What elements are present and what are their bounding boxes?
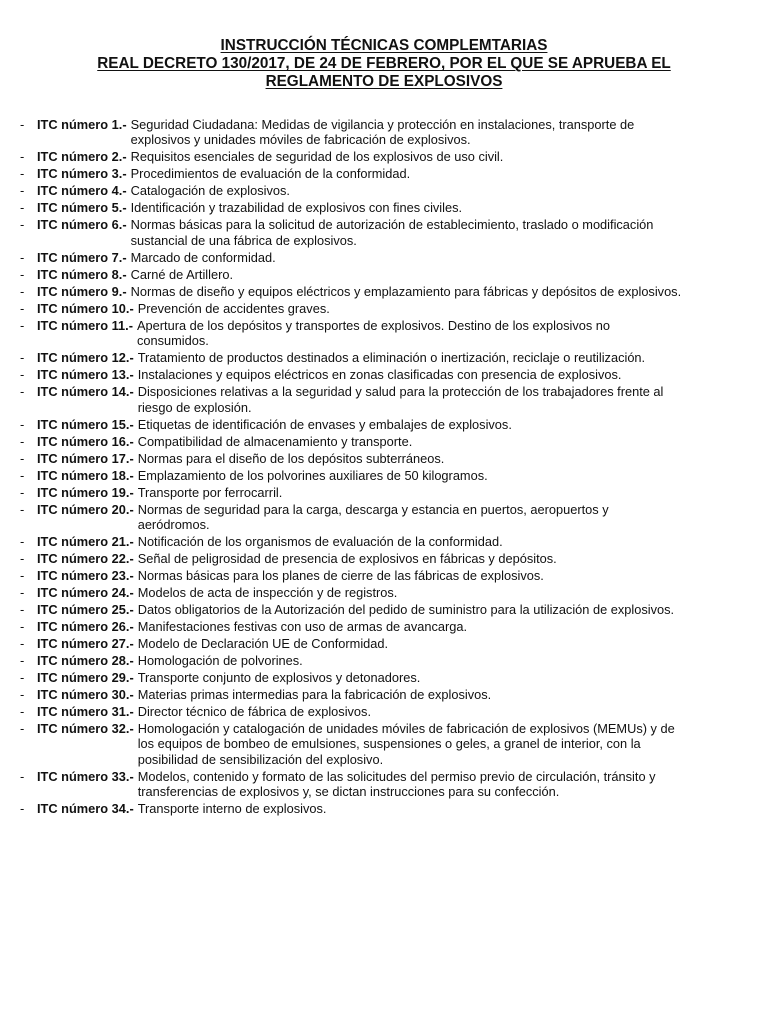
dash-bullet: - [20, 283, 25, 299]
itc-number-label: ITC número 21.- [37, 534, 134, 550]
list-item [20, 534, 750, 549]
list-item [20, 551, 750, 566]
list-item [20, 653, 750, 668]
itc-description: Transporte por ferrocarril. [137, 484, 283, 500]
dash-bullet: - [20, 450, 25, 466]
itc-description: Emplazamiento de los polvorines auxiliares de 50 kilogramos. [137, 467, 488, 483]
dash-bullet: - [20, 568, 25, 584]
dash-bullet: - [20, 117, 25, 132]
itc-entry [37, 149, 750, 164]
itc-number-label: ITC número 15.- [37, 416, 134, 432]
itc-number-label: ITC número 12.- [37, 350, 134, 366]
itc-number-label: ITC número 32.- [37, 721, 134, 737]
itc-description: Normas básicas para la solicitud de autorización de establecimiento, traslado o modificación sustancial de una fábrica de explosivos. [130, 217, 654, 248]
itc-number-label: ITC número 7.- [37, 249, 127, 265]
itc-number-label: ITC número 18.- [37, 467, 134, 483]
list-item [20, 367, 750, 382]
itc-entry [37, 485, 750, 500]
itc-number-label: ITC número 4.- [37, 183, 127, 199]
dash-bullet: - [20, 501, 25, 517]
dash-bullet: - [20, 416, 25, 432]
list-item [20, 485, 750, 500]
list-item [20, 687, 750, 702]
itc-entry [37, 417, 750, 432]
dash-bullet: - [20, 300, 25, 316]
itc-entry [37, 687, 750, 702]
itc-description: Prevención de accidentes graves. [137, 300, 330, 316]
itc-list [20, 117, 750, 818]
dash-bullet: - [20, 183, 25, 199]
itc-entry [37, 267, 750, 282]
itc-number-label: ITC número 30.- [37, 687, 134, 703]
itc-description: Normas para el diseño de los depósitos subterráneos. [137, 450, 445, 466]
itc-description: Transporte conjunto de explosivos y detonadores. [137, 670, 421, 686]
dash-bullet: - [20, 384, 25, 400]
dash-bullet: - [20, 266, 25, 282]
itc-number-label: ITC número 8.- [37, 266, 127, 282]
itc-description: Instalaciones y equipos eléctricos en zonas clasificadas con presencia de explosivos. [137, 367, 622, 383]
list-item [20, 468, 750, 483]
itc-entry [37, 619, 750, 634]
itc-description: Disposiciones relativas a la seguridad y salud para la protección de los trabajadores frente al riesgo de explosión. [137, 384, 664, 415]
title-line-2: REAL DECRETO 130/2017, DE 24 DE FEBRERO, POR EL QUE SE APRUEBA EL [97, 55, 671, 72]
list-item [20, 451, 750, 466]
dash-bullet: - [20, 687, 25, 703]
list-item [20, 602, 750, 617]
list-item [20, 801, 750, 816]
dash-bullet: - [20, 433, 25, 449]
itc-description: Catalogación de explosivos. [130, 183, 290, 199]
itc-entry [37, 284, 750, 299]
title-line-1: INSTRUCCIÓN TÉCNICAS COMPLEMTARIAS [220, 37, 548, 54]
itc-number-label: ITC número 22.- [37, 551, 134, 567]
itc-number-label: ITC número 34.- [37, 801, 134, 817]
list-item [20, 502, 750, 533]
itc-number-label: ITC número 33.- [37, 768, 134, 784]
dash-bullet: - [20, 367, 25, 383]
itc-number-label: ITC número 9.- [37, 283, 127, 299]
itc-description: Director técnico de fábrica de explosivos. [137, 704, 372, 720]
itc-description: Notificación de los organismos de evaluación de la conformidad. [137, 534, 503, 550]
dash-bullet: - [20, 768, 25, 784]
list-item [20, 217, 750, 248]
itc-description: Carné de Artillero. [130, 266, 234, 282]
list-item [20, 384, 750, 415]
itc-number-label: ITC número 5.- [37, 200, 127, 216]
itc-description: Etiquetas de identificación de envases y embalajes de explosivos. [137, 416, 512, 432]
dash-bullet: - [20, 166, 25, 182]
itc-number-label: ITC número 25.- [37, 602, 134, 618]
itc-description: Homologación y catalogación de unidades móviles de fabricación de explosivos (MEMUs) y de los equipos de bombeo de emulsiones, suspensiones o geles, a granel de interior, con la posibilidad de sensibilización del explosivo. [137, 721, 675, 767]
itc-number-label: ITC número 17.- [37, 450, 134, 466]
itc-description: Homologación de polvorines. [137, 653, 303, 669]
itc-number-label: ITC número 19.- [37, 484, 134, 500]
list-item [20, 117, 750, 148]
itc-number-label: ITC número 10.- [37, 300, 134, 316]
title-line-3: REGLAMENTO DE EXPLOSIVOS [265, 73, 503, 90]
itc-entry [37, 468, 750, 483]
itc-entry [37, 217, 750, 248]
itc-number-label: ITC número 24.- [37, 585, 134, 601]
itc-description: Normas de seguridad para la carga, descarga y estancia en puertos, aeropuertos y aeródromos. [137, 501, 609, 533]
itc-description: Identificación y trazabilidad de explosivos con fines civiles. [130, 200, 463, 216]
dash-bullet: - [20, 149, 25, 165]
itc-number-label: ITC número 1.- [37, 117, 127, 132]
itc-number-label: ITC número 11.- [37, 317, 133, 333]
list-item [20, 636, 750, 651]
itc-description: Seguridad Ciudadana: Medidas de vigilancia y protección en instalaciones, transporte de explosivos y unidades móviles de fabricación de explosivos. [130, 117, 635, 148]
list-item [20, 670, 750, 685]
dash-bullet: - [20, 619, 25, 635]
dash-bullet: - [20, 350, 25, 366]
list-item [20, 166, 750, 181]
list-item [20, 250, 750, 265]
dash-bullet: - [20, 670, 25, 686]
dash-bullet: - [20, 704, 25, 720]
list-item [20, 200, 750, 215]
itc-entry [37, 653, 750, 668]
itc-entry [37, 183, 750, 198]
itc-number-label: ITC número 31.- [37, 704, 134, 720]
itc-entry [37, 670, 750, 685]
dash-bullet: - [20, 317, 25, 333]
dash-bullet: - [20, 467, 25, 483]
dash-bullet: - [20, 801, 25, 817]
itc-entry [37, 200, 750, 215]
dash-bullet: - [20, 602, 25, 618]
itc-number-label: ITC número 26.- [37, 619, 134, 635]
itc-entry [37, 602, 750, 617]
itc-description: Manifestaciones festivas con uso de armas de avancarga. [137, 619, 468, 635]
list-item [20, 417, 750, 432]
itc-entry [37, 721, 750, 767]
itc-entry [37, 769, 750, 800]
list-item [20, 301, 750, 316]
list-item [20, 585, 750, 600]
itc-description: Materias primas intermedias para la fabricación de explosivos. [137, 687, 492, 703]
itc-number-label: ITC número 3.- [37, 166, 127, 182]
itc-entry [37, 166, 750, 181]
list-item [20, 149, 750, 164]
itc-entry [37, 551, 750, 566]
itc-description: Normas básicas para los planes de cierre de las fábricas de explosivos. [137, 568, 544, 584]
itc-entry [37, 318, 750, 349]
itc-number-label: ITC número 28.- [37, 653, 134, 669]
list-item [20, 318, 750, 349]
dash-bullet: - [20, 636, 25, 652]
dash-bullet: - [20, 551, 25, 567]
list-item [20, 721, 750, 767]
itc-description: Compatibilidad de almacenamiento y transporte. [137, 433, 413, 449]
itc-description: Señal de peligrosidad de presencia de explosivos en fábricas y depósitos. [137, 551, 557, 567]
itc-number-label: ITC número 14.- [37, 384, 134, 400]
itc-entry [37, 367, 750, 382]
dash-bullet: - [20, 534, 25, 550]
itc-entry [37, 801, 750, 816]
list-item [20, 434, 750, 449]
list-item [20, 284, 750, 299]
itc-number-label: ITC número 27.- [37, 636, 134, 652]
itc-description: Normas de diseño y equipos eléctricos y emplazamiento para fábricas y depósitos de explosivos. [130, 283, 682, 299]
itc-entry [37, 250, 750, 265]
itc-entry [37, 704, 750, 719]
itc-entry [37, 534, 750, 549]
itc-number-label: ITC número 16.- [37, 433, 134, 449]
dash-bullet: - [20, 585, 25, 601]
dash-bullet: - [20, 484, 25, 500]
itc-number-label: ITC número 20.- [37, 501, 134, 517]
itc-description: Transporte interno de explosivos. [137, 801, 327, 817]
itc-description: Modelos, contenido y formato de las solicitudes del permiso previo de circulación, tránsito y transferencias de explosivos y, se dictan instrucciones para su confección. [137, 768, 656, 800]
dash-bullet: - [20, 200, 25, 216]
list-item [20, 350, 750, 365]
itc-description: Procedimientos de evaluación de la conformidad. [130, 166, 411, 182]
itc-description: Modelos de acta de inspección y de registros. [137, 585, 398, 601]
itc-number-label: ITC número 29.- [37, 670, 134, 686]
dash-bullet: - [20, 249, 25, 265]
itc-description: Tratamiento de productos destinados a eliminación o inertización, reciclaje o reutilización. [137, 350, 646, 366]
itc-number-label: ITC número 23.- [37, 568, 134, 584]
list-item [20, 183, 750, 198]
itc-entry [37, 451, 750, 466]
itc-entry [37, 636, 750, 651]
itc-entry [37, 350, 750, 365]
list-item [20, 769, 750, 800]
itc-description: Requisitos esenciales de seguridad de los explosivos de uso civil. [130, 149, 504, 165]
itc-entry [37, 502, 750, 533]
list-item [20, 704, 750, 719]
itc-description: Datos obligatorios de la Autorización del pedido de suministro para la utilización de explosivos. [137, 602, 675, 618]
itc-description: Marcado de conformidad. [130, 249, 276, 265]
dash-bullet: - [20, 217, 25, 233]
document-title [40, 37, 728, 91]
itc-entry [37, 434, 750, 449]
itc-description: Apertura de los depósitos y transportes de explosivos. Destino de los explosivos no consumidos. [137, 317, 611, 349]
itc-entry [37, 384, 750, 415]
itc-entry [37, 117, 750, 148]
dash-bullet: - [20, 653, 25, 669]
itc-number-label: ITC número 13.- [37, 367, 134, 383]
list-item [20, 267, 750, 282]
itc-entry [37, 585, 750, 600]
itc-entry [37, 568, 750, 583]
dash-bullet: - [20, 721, 25, 737]
list-item [20, 568, 750, 583]
itc-number-label: ITC número 6.- [37, 217, 127, 233]
list-item [20, 619, 750, 634]
itc-entry [37, 301, 750, 316]
itc-number-label: ITC número 2.- [37, 149, 127, 165]
itc-description: Modelo de Declaración UE de Conformidad. [137, 636, 389, 652]
